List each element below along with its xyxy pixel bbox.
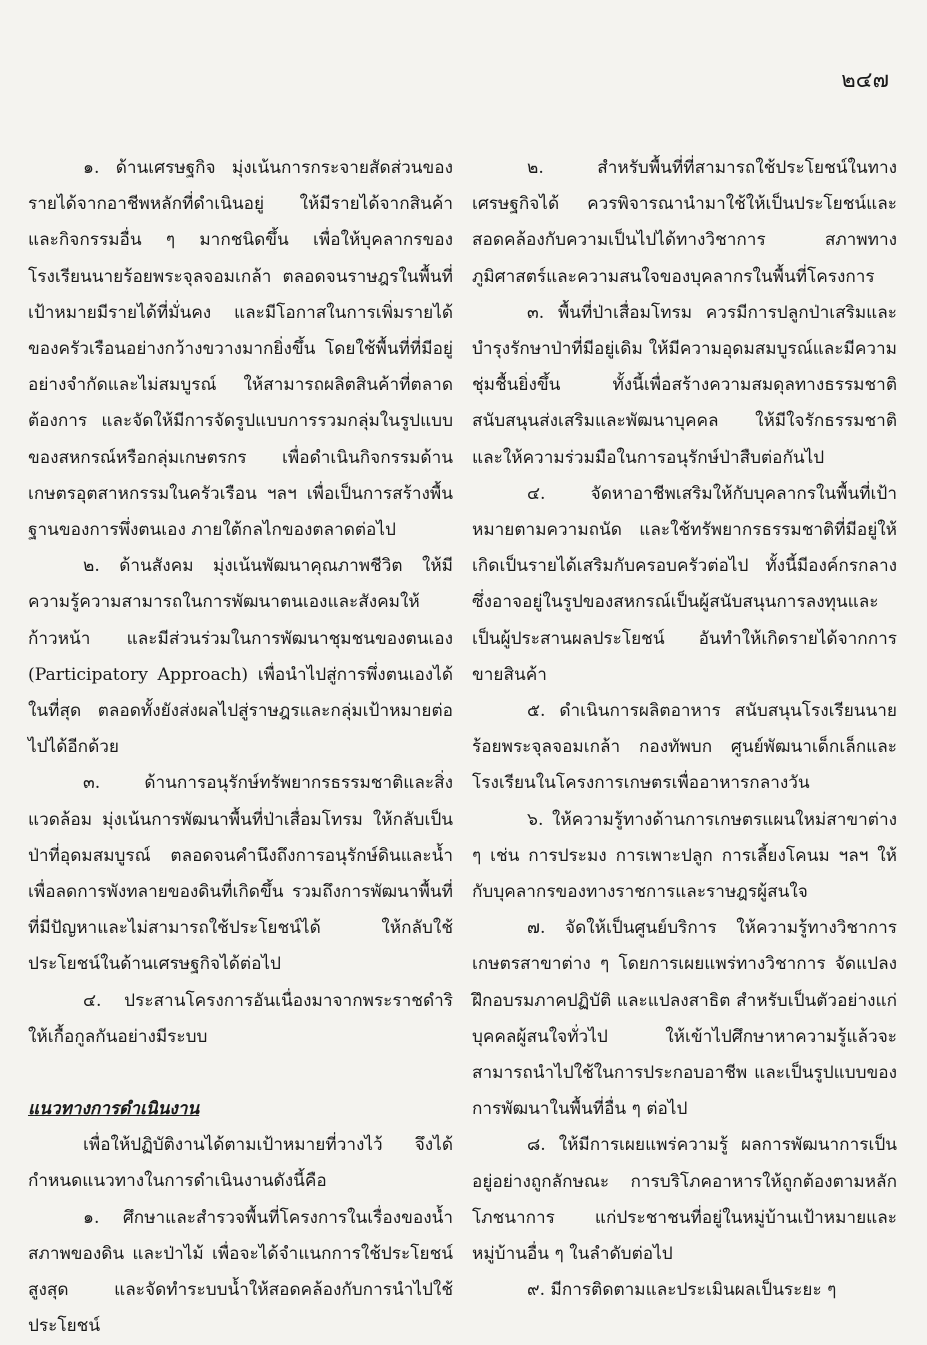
paragraph: ๗. จัดให้เป็นศูนย์บริการ ให้ความรู้ทางวิชาการเกษตรสาขาต่าง ๆ โดยการเผยแพร่ทางวิชาการ จัดแปลงฝึกอบรมภาคปฏิบัติ และแปลงสาธิต สำหรับเป็นตัวอย่างแก่บุคคลผู้สนใจทั่วไป ให้เข้าไปศึกษาหาความรู้แล้วจะสามารถนำไปใช้ในการประกอบอาชีพ และเป็นรูปแบบของการพัฒนาในพื้นที่อื่น ๆ ต่อไป	[472, 918, 897, 1120]
right-column	[472, 150, 897, 1301]
paragraph: ๑. ด้านเศรษฐกิจ มุ่งเน้นการกระจายสัดส่วนของรายได้จากอาชีพหลักที่ดำเนินอยู่ ให้มีรายได้จากสินค้าและกิจกรรมอื่น ๆ มากชนิดขึ้น เพื่อให้บุคลากรของโรงเรียนนายร้อยพระจุลจอมเกล้า ตลอดจนราษฎรในพื้นที่เป้าหมายมีรายได้ที่มั่นคง และมีโอกาสในการเพิ่มรายได้ของครัวเรือนอย่างกว้างขวางมากยิ่งขึ้น โดยใช้พื้นที่ที่มีอยู่อย่างจำกัดและไม่สมบูรณ์ ให้สามารถผลิตสินค้าที่ตลาดต้องการ และจัดให้มีการจัดรูปแบบการรวมกลุ่มในรูปแบบของสหกรณ์หรือกลุ่มเกษตรกร เพื่อดำเนินกิจกรรมด้านเกษตรอุตสาหกรรมในครัวเรือน ฯลฯ เพื่อเป็นการสร้างพื้นฐานของการพึ่งตนเอง ภายใต้กลไกของตลาดต่อไป	[28, 158, 453, 541]
page-number: ๒๔๗	[841, 68, 889, 93]
left-column	[28, 150, 453, 1337]
paragraph: ๑. ศึกษาและสำรวจพื้นที่โครงการในเรื่องของน้ำ สภาพของดิน และป่าไม้ เพื่อจะได้จำแนกการใช้ประโยชน์สูงสุด และจัดทำระบบน้ำให้สอดคล้องกับการนำไปใช้ประโยชน์	[28, 1207, 453, 1337]
paragraph: ๙. มีการติดตามและประเมินผลเป็นระยะ ๆ	[527, 1280, 837, 1301]
paragraph: ๓. พื้นที่ป่าเสื่อมโทรม ควรมีการปลูกป่าเสริมและบำรุงรักษาป่าที่มีอยู่เดิม ให้มีความอุดมสมบูรณ์และมีความชุ่มชื้นยิ่งขึ้น ทั้งนี้เพื่อสร้างความสมดุลทางธรรมชาติ สนับสนุนส่งเสริมและพัฒนาบุคคล ให้มีใจรักธรรมชาติ และให้ความร่วมมือในการอนุรักษ์ป่าสืบต่อกันไป	[472, 302, 897, 468]
paragraph: ๘. ให้มีการเผยแพร่ความรู้ ผลการพัฒนาการเป็นอยู่อย่างถูกลักษณะ การบริโภคอาหารให้ถูกต้องตามหลักโภชนาการ แก่ประชาชนที่อยู่ในหมู่บ้านเป้าหมายและหมู่บ้านอื่น ๆ ในลำดับต่อไป	[472, 1135, 897, 1265]
text-columns	[28, 150, 897, 1337]
section-heading: แนวทางการดำเนินงาน	[28, 1099, 200, 1120]
paragraph: ๔. จัดหาอาชีพเสริมให้กับบุคลากรในพื้นที่เป้าหมายตามความถนัด และใช้ทรัพยากรธรรมชาติที่มีอยู่ให้เกิดเป็นรายได้เสริมกับครอบครัวต่อไป ทั้งนี้มีองค์กรกลางซึ่งอาจอยู่ในรูปของสหกรณ์เป็นผู้สนับสนุนการลงทุนและเป็นผู้ประสานผลประโยชน์ อันทำให้เกิดรายได้จากการขายสินค้า	[472, 483, 897, 685]
paragraph: ๔. ประสานโครงการอันเนื่องมาจากพระราชดำริให้เกื้อกูลกันอย่างมีระบบ	[28, 990, 453, 1047]
paragraph: ๓. ด้านการอนุรักษ์ทรัพยากรธรรมชาติและสิ่งแวดล้อม มุ่งเน้นการพัฒนาพื้นที่ป่าเสื่อมโทรม ให้กลับเป็นป่าที่อุดมสมบูรณ์ ตลอดจนคำนึงถึงการอนุรักษ์ดินและน้ำ เพื่อลดการพังทลายของดินที่เกิดขึ้น รวมถึงการพัฒนาพื้นที่ที่มีปัญหาและไม่สามารถใช้ประโยชน์ได้ ให้กลับใช้ประโยชน์ในด้านเศรษฐกิจได้ต่อไป	[28, 773, 453, 975]
paragraph: ๕. ดำเนินการผลิตอาหาร สนับสนุนโรงเรียนนายร้อยพระจุลจอมเกล้า กองทัพบก ศูนย์พัฒนาเด็กเล็กและโรงเรียนในโครงการเกษตรเพื่ออาหารกลางวัน	[472, 701, 897, 794]
paragraph: เพื่อให้ปฏิบัติงานได้ตามเป้าหมายที่วางไว้ จึงได้กำหนดแนวทางในการดำเนินงานดังนี้คือ	[28, 1135, 453, 1192]
paragraph: ๒. ด้านสังคม มุ่งเน้นพัฒนาคุณภาพชีวิต ให้มีความรู้ความสามารถในการพัฒนาตนเองและสังคมให้ก้าวหน้า และมีส่วนร่วมในการพัฒนาชุมชนของตนเอง (Participatory Approach) เพื่อนำไปสู่การพึ่งตนเองได้ในที่สุด ตลอดทั้งยังส่งผลไปสู่ราษฎรและกลุ่มเป้าหมายต่อไปได้อีกด้วย	[28, 556, 453, 758]
paragraph: ๖. ให้ความรู้ทางด้านการเกษตรแผนใหม่สาขาต่าง ๆ เช่น การประมง การเพาะปลูก การเลี้ยงโคนม ฯลฯ ให้กับบุคลากรของทางราชการและราษฎรผู้สนใจ	[472, 809, 897, 903]
paragraph: ๒. สำหรับพื้นที่ที่สามารถใช้ประโยชน์ในทางเศรษฐกิจได้ ควรพิจารณานำมาใช้ให้เป็นประโยชน์และสอดคล้องกับความเป็นไปได้ทางวิชาการ สภาพทางภูมิศาสตร์และความสนใจของบุคลากรในพื้นที่โครงการ	[472, 158, 897, 287]
